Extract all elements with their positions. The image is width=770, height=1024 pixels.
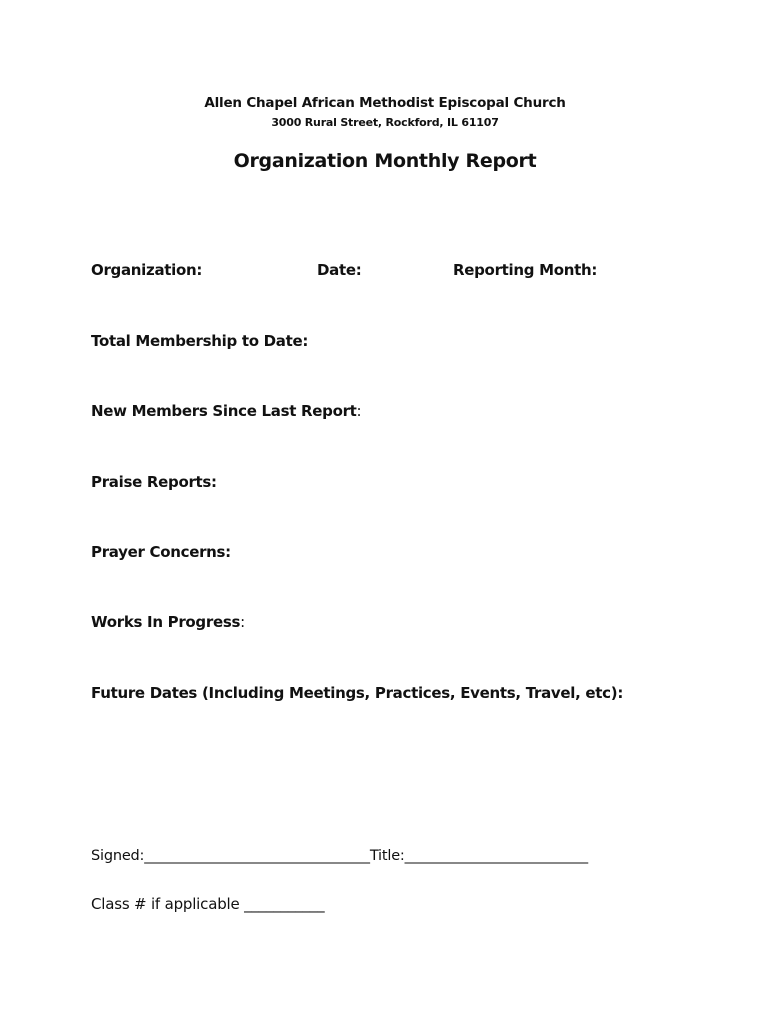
praise-reports-label: Praise Reports: xyxy=(91,473,217,491)
works-in-progress-label xyxy=(91,613,245,631)
organization-label: Organization: xyxy=(91,261,203,279)
new-members-colon: : xyxy=(356,402,362,420)
new-members-text: New Members Since Last Report xyxy=(91,402,357,420)
signed-title-line: Signed:________________________________Title:__________________________ xyxy=(91,848,588,864)
future-dates-label: Future Dates (Including Meetings, Practices, Events, Travel, etc): xyxy=(91,684,624,702)
date-label: Date: xyxy=(317,261,362,279)
class-number-line: Class # if applicable ___________ xyxy=(91,895,325,913)
new-members-label xyxy=(91,402,361,420)
works-in-progress-colon: : xyxy=(240,613,245,631)
works-in-progress-text: Works In Progress xyxy=(91,613,241,631)
report-title: Organization Monthly Report xyxy=(233,150,537,172)
prayer-concerns-label: Prayer Concerns: xyxy=(91,543,231,561)
church-name: Allen Chapel African Methodist Episcopal Church xyxy=(204,95,566,111)
total-membership-label: Total Membership to Date: xyxy=(91,332,309,350)
church-address: 3000 Rural Street, Rockford, IL 61107 xyxy=(271,116,499,129)
reporting-month-label: Reporting Month: xyxy=(453,261,598,279)
